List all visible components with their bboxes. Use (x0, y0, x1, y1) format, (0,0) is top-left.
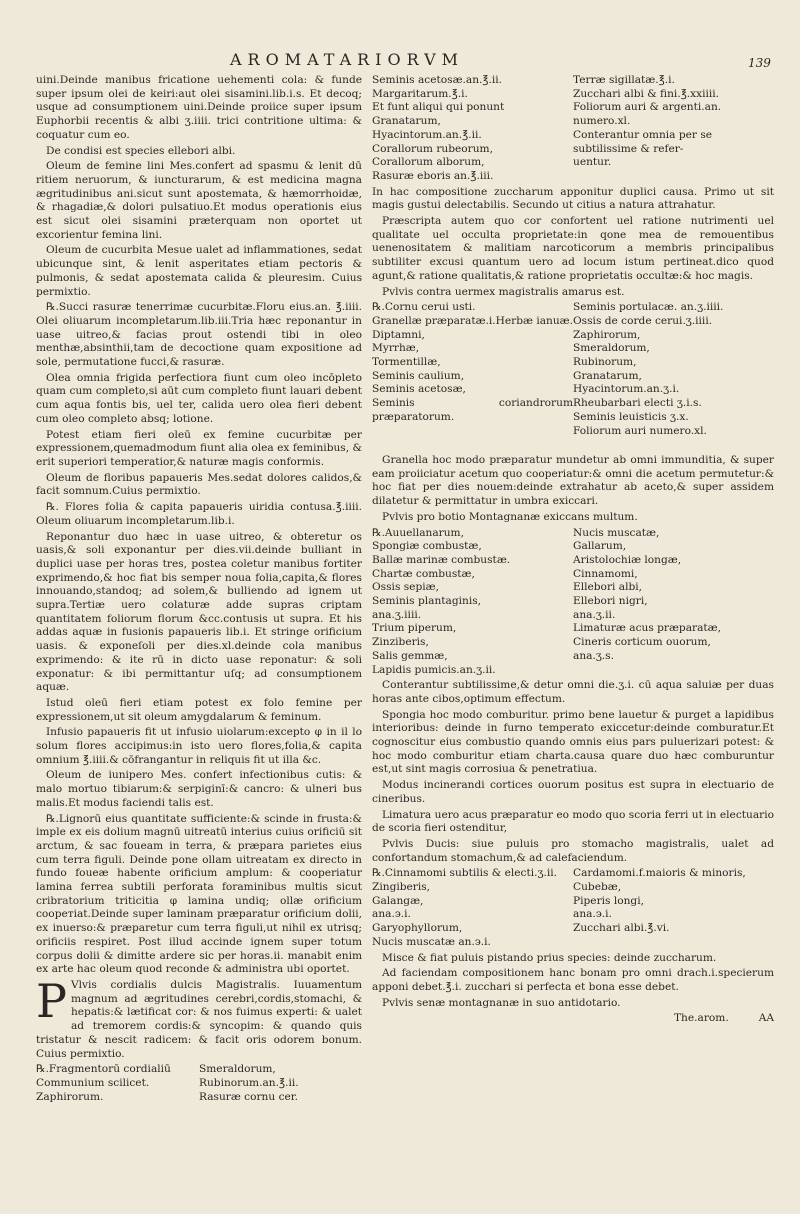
list-item: Salis gemmæ, (372, 649, 448, 662)
list-item: ℞.Cornu cerui usti. (372, 301, 476, 314)
signature-mark: AA (758, 1012, 774, 1025)
list-item: Seminis portulacæ. an.ʒ.iiii. (573, 301, 724, 314)
list-item: Terræ sigillatæ.℥.i. (573, 74, 675, 86)
list-item: Spongiæ combustæ, (372, 540, 482, 553)
list-item: Aristolochiæ longæ, (573, 553, 682, 566)
ingredient-list (372, 74, 774, 184)
running-head: AROMATARIORVM (230, 50, 465, 69)
paragraph: ℞.Succi rasuræ tenerrimæ cucurbitæ.Floru eius.an. ℥.iiii. Olei oliuarum incompletarum.lib.iii.Tria hæc reponantur in uase uitreo,& facias prout ostendi tibi in oleo menthæ,absinthii,tam de decoctione quam expositione ad sole, permutatione fucci,& rasuræ. (36, 301, 362, 369)
paragraph: Limatura uero acus præparatur eo modo quo scoria ferri ut in electuario de scoria fieri ostenditur, (372, 808, 774, 835)
list-item: Myrrhæ, (372, 342, 420, 355)
left-column (36, 74, 362, 1106)
list-item: Corallorum rubeorum, (372, 142, 493, 155)
list-item: Margaritarum.℥.i. (372, 87, 468, 100)
list-item: Seminis coriandrorum præparatorum. (372, 397, 573, 423)
list-item: Ossis de corde cerui.ʒ.iiii. (573, 314, 713, 327)
list-item: Diptamni, (372, 328, 425, 341)
list-item: Cineris corticum ouorum, (573, 636, 711, 649)
paragraph: Pvlvis Ducis: siue puluis pro stomacho magistralis, ualet ad confortandum stomachum,& ad calefaciendum. (372, 837, 774, 864)
paragraph: Pvlvis contra uermex magistralis amarus est. (382, 285, 625, 298)
page-number: 139 (748, 56, 771, 70)
paragraph-text: Vlvis cordialis dulcis Magistralis. Iuuamentum magnum ad ægritudines cerebri,cordis,stomachi, & hepatis:& lætificat cor: & nos fuimus experti: & ualet ad tremorem cordis:& syncopim: & quando quis tristatur & nescit radicem: & facit oris odorem bonum. Cuius permixtio. (36, 979, 362, 1060)
list-item: Ellebori nigri, (573, 595, 648, 608)
list-item: subtilissime & refer- (573, 142, 684, 155)
list-item: Granellæ præparatæ.i.Herbæ ianuæ. (372, 314, 574, 327)
paragraph: In hac compositione zuccharum apponitur duplici causa. Primo ut sit magis gustui delectabilis. Secundo ut citius a natura attrahatur. (372, 185, 774, 212)
list-item: Communium scilicet. (36, 1076, 150, 1089)
paragraph-initial (36, 974, 362, 1061)
list-item: Ossis sepiæ, (372, 581, 439, 594)
list-item: Nucis muscatæ an.϶.i. (372, 935, 491, 948)
list-item: Seminis leuisticis ʒ.x. (573, 410, 689, 423)
list-item: Ballæ marinæ combustæ. (372, 553, 511, 566)
paragraph: Conterantur subtilissime,& detur omni die.ʒ.i. cū aqua saluiæ per duas horas ante cibos,optimum effectum. (372, 679, 774, 705)
paragraph: uini.Deinde manibus fricatione uehementi cola: & funde super ipsum olei de keiri:aut olei sisamini.lib.i.s. Et decoq; usque ad consumptionem uini.Deinde proiice super ipsum Euphorbii recentis & albi ʒ.iiii. trici contritione ultima: & coquatur cum eo. (36, 74, 362, 141)
list-item: Zaphirorum. (36, 1090, 104, 1103)
list-item: ℞.Cinnamomi subtilis & electi.ʒ.ii. (372, 867, 557, 880)
page-footer (372, 1012, 774, 1026)
list-item: Limaturæ acus præparatæ, (573, 622, 721, 635)
list-item: Lapidis pumicis.an.ʒ.ii. (372, 663, 496, 676)
list-item: Corallorum alborum, (372, 156, 485, 169)
paragraph: Misce & fiat puluis pistando prius species: deinde zuccharum. (382, 951, 717, 964)
paragraph: Granella hoc modo præparatur mundetur ab omni immunditia, & super eam proiiciatur acetum quo cooperiatur:& omni die acetum permutetur:& hoc fiat per dies nouem:deinde extrahatur ab aceto,& super assidem dilatetur & permittatur in umbra exiccari. (372, 453, 774, 508)
list-item: Zucchari albi & fini.℥.xxiiii. (573, 87, 720, 100)
list-item (573, 664, 774, 678)
paragraph: Oleum de iunipero Mes. confert infectionibus cutis: & malo mortuo tibiarum:& serpiginī:& cancro: & ulneri bus malis.Et modus faciendi talis est. (36, 769, 362, 809)
paragraph: ℞. Flores folia & capita papaueris uiridia contusa.℥.iiii. Oleum oliuarum incompletarum.lib.i. (36, 501, 362, 527)
paragraph: Præscripta autem quo cor confortent uel ratione nutrimenti uel qualitate uel occulta proprietate:in qone mea de remouentibus uenenositatem & malitiam narcoticorum a membris principalibus subtiliter excusi quantum uero ad locum istum pertineat.dico quod agunt,& ratione qualitatis,& ratione proprietatis occultæ:& hoc magis. (372, 215, 774, 282)
paragraph: Reponantur duo hæc in uase uitreo, & obteretur os uasis,& soli exponantur per dies.vii.deinde bulliant in duplici uase per horas tres, postea coletur manibus fortiter exprimendo,& hoc fiat bis semper noua folia,capita,& flores innouando,standoq; ad solem,& bulliendo ad ignem ut supra.Tertiæ uero colaturæ adde supras criptam quantitatem foliorum florum &cc.contusis ut supra. Et his addas aquæ in fusionis papaueris lib.i. Et stringe orificium uasis. & exponeſoli per dies.xl.deinde cola manibus exprimendo: & ite rū in dicto uase reponatur: & soli exponatur: & ibi permittantur uſq; ad consumptionem aquæ. (36, 530, 362, 694)
list-item: ana.ʒ.s. (573, 649, 614, 662)
drop-cap: P (36, 974, 67, 1028)
list-item: Conterantur omnia per se (573, 128, 713, 141)
list-item: Zucchari albi.℥.vi. (573, 922, 670, 935)
list-item: Trium piperum, (372, 622, 457, 635)
list-item: Gallarum, (573, 540, 627, 553)
ingredient-list (36, 1063, 362, 1104)
paragraph: Istud oleū fieri etiam potest ex folo femine per expressionem,ut sit oleum amygdalarum & feminum. (36, 696, 362, 723)
paragraph: De condisi est species ellebori albi. (46, 144, 236, 157)
ingredient-list (372, 301, 774, 452)
list-item: Rasuræ eboris an.℥.iii. (372, 169, 494, 182)
list-item: Granatarum, (573, 369, 642, 382)
list-item: Garyophyllorum, (372, 922, 463, 935)
list-item: ana.϶.i. (372, 908, 411, 921)
list-item: Seminis acetosæ.an.℥.ii. (372, 74, 503, 86)
list-item: Zinziberis, (372, 636, 429, 649)
list-item (573, 170, 774, 184)
list-item: Rubinorum.an.℥.ii. (199, 1076, 299, 1089)
list-item: Rasuræ cornu cer. (199, 1090, 299, 1103)
list-item: ℞.Fragmentorū cordialiū (36, 1063, 171, 1076)
list-item: Chartæ combustæ, (372, 567, 475, 580)
list-item: Zingiberis, (372, 881, 431, 894)
paragraph: Modus incinerandi cortices ouorum positus est supra in electuario de cineribus. (372, 779, 774, 805)
paragraph: Pvlvis senæ montagnanæ in suo antidotario. (382, 996, 621, 1009)
paragraph: Oleum de femine lini Mes.confert ad spasmu & lenit dū ritiem neruorum, & iuncturarum, & est medicina magna ægritudinibus ani.sicut sunt apostemata, & hæmorrhoidæ, & rhagadiæ,& dolori pulsatiuo.Et modus operationis eius est sicut olei sisamini præterquam non oportet ut excorientur femina lini. (36, 160, 362, 241)
list-item: ana.϶.i. (573, 908, 612, 921)
ingredient-list (372, 867, 774, 949)
list-item: Cinnamomi, (573, 567, 638, 580)
list-item: Hyacintorum.an.ʒ.i. (573, 383, 680, 396)
list-item: Cardamomi.f.maioris & minoris, (573, 867, 746, 880)
list-item: Rubinorum, (573, 356, 637, 369)
list-item: Foliorum auri numero.xl. (573, 424, 707, 437)
paragraph: Pvlvis pro botio Montagnanæ exiccans multum. (382, 510, 638, 523)
list-item: Seminis acetosæ, (372, 383, 466, 396)
list-item: ana.ʒ.iiii. (372, 608, 422, 621)
list-item: ana.ʒ.ii. (573, 608, 616, 621)
list-item: Rheubarbari electi ʒ.i.s. (573, 397, 702, 410)
list-item: Galangæ, (372, 894, 424, 907)
list-item: Ellebori albi, (573, 581, 642, 594)
list-item (372, 438, 573, 452)
list-item: Zaphirorum, (573, 328, 641, 341)
paragraph: Infusio papaueris fit ut infusio uiolarum:excepto φ in il lo solum flores accipimus:in isto uero flores,folia,& capita omnium ℥.iiii.& cōfrangantur in reliquis fit ut illa &c. (36, 726, 362, 766)
list-item: uentur. (573, 156, 612, 169)
list-item (372, 425, 573, 439)
paragraph: Potest etiam fieri oleū ex femine cucurbitæ per expressionem,quemadmodum fiunt alia olea ex feminibus, & erit superiori temperatior,& naturæ magis conformis. (36, 428, 362, 468)
paragraph: Ad faciendam compositionem hanc bonam pro omni drach.i.specierum apponi debet.℥.i. zucchari si perfecta et bona esse debet. (372, 967, 774, 993)
paragraph: Spongia hoc modo comburitur. primo bene lauetur & purget a lapidibus interioribus: deinde in furno temperato exiccetur:deinde comburatur.Et cognoscitur eius combustio quando omnis eius pars puluerizari potest: & hoc modo comburitur etiam charta.causa quare duo hæc comburuntur est,ut sint magis corrosiua & penetratiua. (372, 708, 774, 776)
list-item: Foliorum auri & argenti.an. (573, 101, 722, 114)
list-item: Seminis caulium, (372, 369, 465, 382)
paragraph: Oleum de cucurbita Mesue ualet ad inflammationes, sedat ubicunque sint, & lenit asperitates etiam pectoris & pulmonis, & sedat apostemata calida & pleuresim. Cuius permixtio. (36, 244, 362, 298)
list-item: ℞.Auuellanarum, (372, 526, 464, 539)
list-item: Granatarum, (372, 115, 441, 128)
list-item: Et funt aliqui qui ponunt (372, 101, 505, 114)
list-item: Hyacintorum.an.℥.ii. (372, 128, 482, 141)
list-item: Seminis plantaginis, (372, 595, 482, 608)
paragraph: ℞.Lignorū eius quantitate sufficiente:& scinde in frusta:& imple ex eis dolium magnū uitreatū interius cuius orificiū sit arctum, & sac foueam in terra, & præpara parietes eius cum terra figuli. Deinde pone ollam uitreatam ex directo in fundo foueæ habente orificium amplum: & cooperiatur lamina ferrea subtili perforata foraminibus multis sicut cribratorium triticitia φ lamina undiq; ollæ orificium coopeтiat.Deinde super laminam præparatur orificium dolii, ex inuerso:& præparetur cum terra figuli,ut nihil ex utrisq; orificiis respiret. Post illud accinde ignem super totum corpus dolii & dimitte ardere sic per horas.ii. manabit enim ex arte hac oleum quod reconde & administra ubi oportet. (36, 812, 362, 976)
catchword: The.arom. (673, 1012, 729, 1025)
ingredient-list (372, 527, 774, 678)
paragraph: Oleum de floribus papaueris Mes.sedat dolores calidos,& facit somnum.Cuius permixtio. (36, 471, 362, 498)
list-item (573, 936, 774, 950)
list-item: Tormentillæ, (372, 356, 441, 369)
list-item: Cubebæ, (573, 881, 622, 894)
list-item: numero.xl. (573, 115, 631, 128)
list-item: Piperis longi, (573, 894, 644, 907)
list-item: Smeraldorum, (573, 342, 650, 355)
right-column (372, 74, 774, 1026)
list-item: Nucis muscatæ, (573, 526, 660, 539)
paragraph: Olea omnia frigida perfectiora fiunt cum oleo incōpleto quam cum completo,si aūt cum completo fiunt lauari debent cum aqua fontis bis, uel ter, calida uero olea fieri debent cum oleo completo absq; lotione. (36, 371, 362, 425)
list-item: Smeraldorum, (199, 1063, 276, 1076)
